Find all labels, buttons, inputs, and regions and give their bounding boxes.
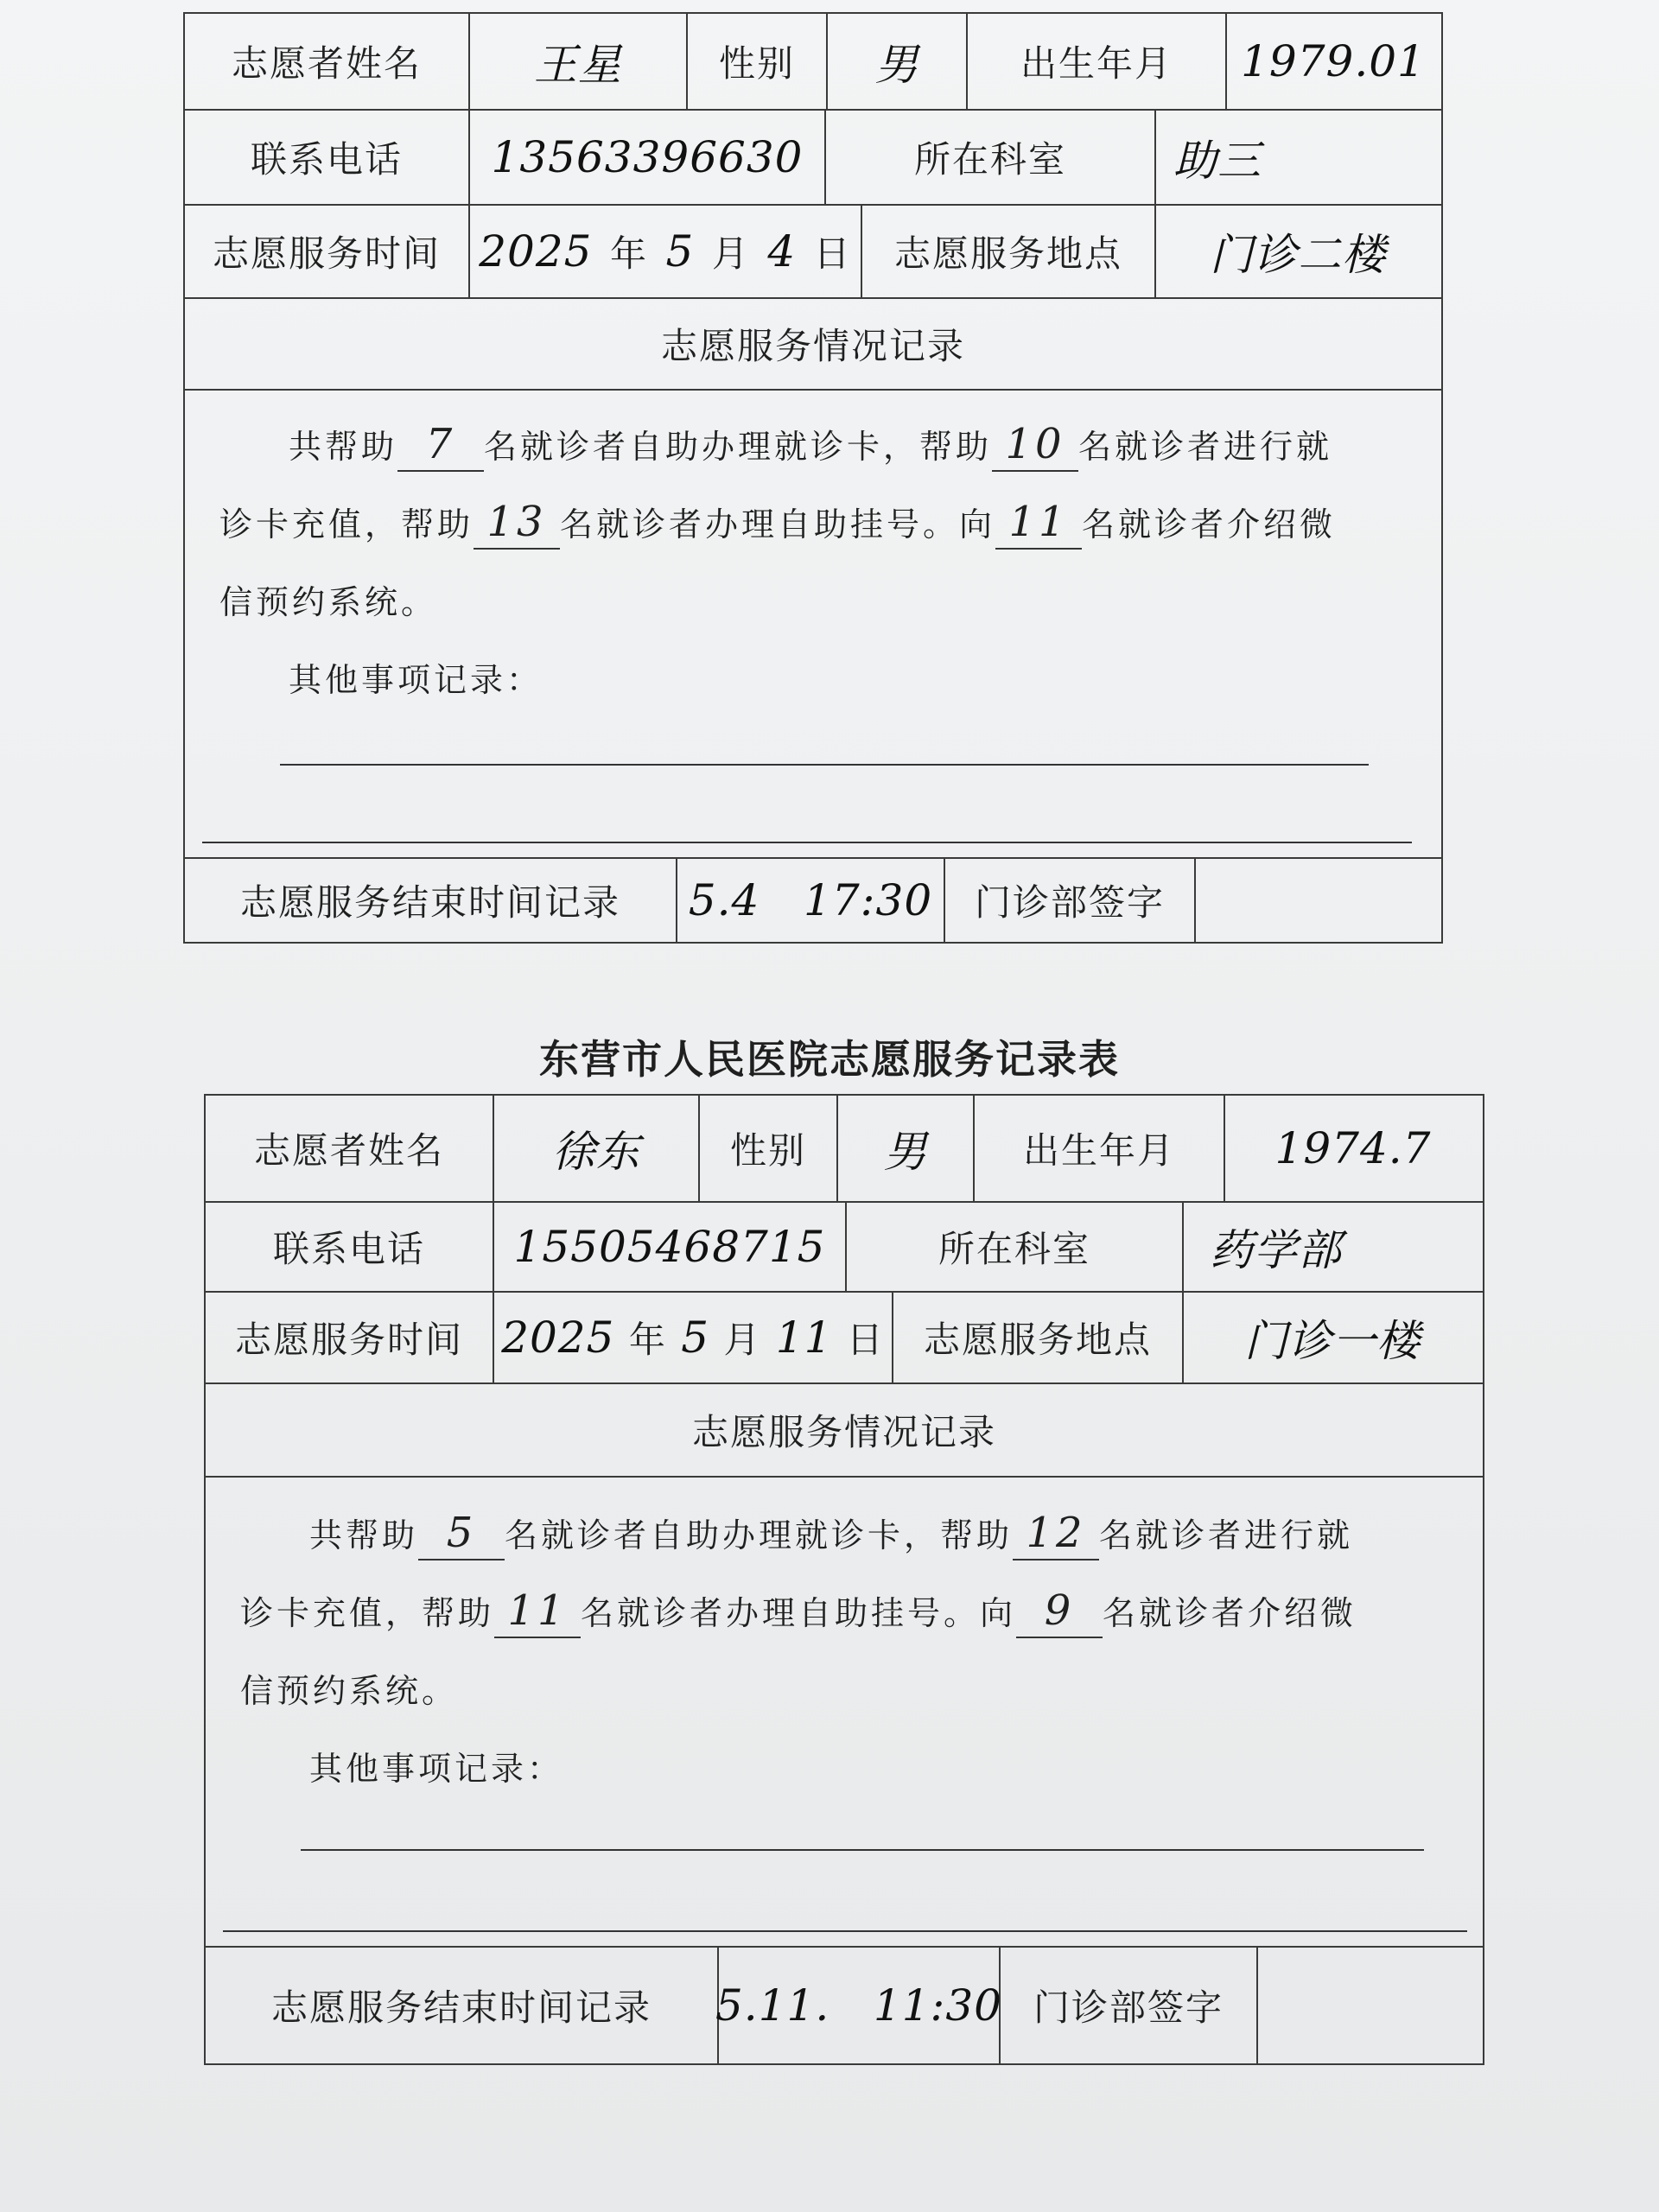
text-card: 名就诊者自助办理就诊卡，帮助 <box>484 428 993 466</box>
service-paragraph <box>219 408 1415 719</box>
value-birth[interactable]: 1979.01 <box>1241 36 1426 86</box>
section-title: 志愿服务情况记录 <box>691 1411 996 1453</box>
label-day: 日 <box>813 232 852 275</box>
text-help: 共帮助 <box>289 428 398 466</box>
label-end-time: 志愿服务结束时间记录 <box>206 1948 719 2063</box>
text-card: 名就诊者自助办理就诊卡，帮助 <box>505 1516 1014 1554</box>
value-year: 2025 <box>501 1313 615 1363</box>
label-other: 其他事项记录： <box>289 661 543 699</box>
label-end-time: 志愿服务结束时间记录 <box>185 859 677 942</box>
label-month: 月 <box>711 232 750 275</box>
value-service-place[interactable]: 门诊一楼 <box>1244 1316 1421 1366</box>
other-line-2[interactable] <box>202 842 1412 843</box>
label-dept: 所在科室 <box>826 111 1156 204</box>
count-register[interactable]: 11 <box>494 1585 581 1638</box>
volunteer-record-form-2 <box>204 1094 1484 2065</box>
count-recharge[interactable]: 10 <box>992 418 1078 472</box>
value-service-date[interactable] <box>494 1293 893 1382</box>
text-recharge: 名就诊者进行就 <box>1099 1516 1354 1554</box>
value-phone[interactable]: 15505468715 <box>494 1203 847 1291</box>
value-gender[interactable]: 男 <box>828 14 968 109</box>
count-register[interactable]: 13 <box>474 496 560 550</box>
label-year: 年 <box>610 232 649 275</box>
form-title: 东营市人民医院志愿服务记录表 <box>539 1036 1120 1083</box>
value-gender[interactable]: 男 <box>838 1096 975 1201</box>
label-sign: 门诊部签字 <box>945 859 1196 942</box>
other-line-2[interactable] <box>223 1930 1467 1932</box>
value-dept[interactable]: 药学部 <box>1210 1225 1342 1275</box>
label-name: 志愿者姓名 <box>206 1096 494 1201</box>
label-phone: 联系电话 <box>206 1203 494 1291</box>
value-birth[interactable]: 1974.7 <box>1274 1123 1432 1173</box>
row-name <box>206 1096 1483 1203</box>
label-other: 其他事项记录： <box>309 1750 564 1788</box>
value-end-time[interactable]: 5.4 17:30 <box>677 859 945 942</box>
value-service-place[interactable]: 门诊二楼 <box>1210 230 1386 280</box>
label-year: 年 <box>628 1319 667 1361</box>
text-register: 名就诊者办理自助挂号。向 <box>560 505 996 543</box>
text-recharge2: 诊卡充值，帮助 <box>219 505 474 543</box>
text-system: 信预约系统。 <box>219 583 438 621</box>
row-service-time <box>206 1293 1483 1384</box>
label-service-place: 志愿服务地点 <box>893 1293 1184 1382</box>
value-name[interactable]: 王星 <box>470 14 688 109</box>
text-register: 名就诊者办理自助挂号。向 <box>581 1594 1017 1632</box>
row-service-time <box>185 206 1441 299</box>
value-month: 5 <box>665 226 695 276</box>
text-help: 共帮助 <box>309 1516 419 1554</box>
value-name[interactable]: 徐东 <box>494 1096 700 1201</box>
count-card[interactable]: 5 <box>418 1507 505 1560</box>
other-line-1[interactable] <box>280 764 1369 766</box>
text-wechat: 名就诊者介绍微 <box>1103 1594 1357 1632</box>
row-phone <box>206 1203 1483 1293</box>
label-service-time: 志愿服务时间 <box>206 1293 494 1382</box>
service-paragraph <box>240 1497 1457 1808</box>
section-title: 志愿服务情况记录 <box>660 325 965 367</box>
value-sign[interactable] <box>1196 859 1440 942</box>
row-name <box>185 14 1441 111</box>
label-service-place: 志愿服务地点 <box>862 206 1156 297</box>
value-phone[interactable]: 13563396630 <box>470 111 826 204</box>
volunteer-record-form-1 <box>183 12 1443 944</box>
text-wechat: 名就诊者介绍微 <box>1082 505 1337 543</box>
label-month: 月 <box>723 1319 762 1361</box>
label-day: 日 <box>846 1319 885 1361</box>
count-wechat[interactable]: 11 <box>995 496 1082 550</box>
row-phone <box>185 111 1441 206</box>
value-end-time[interactable]: 5.11. 11:30 <box>719 1948 1001 2063</box>
row-section-header <box>185 299 1441 391</box>
row-end-time <box>185 857 1441 942</box>
value-day: 11 <box>775 1313 833 1363</box>
value-service-date[interactable] <box>470 206 862 297</box>
count-recharge[interactable]: 12 <box>1013 1507 1099 1560</box>
row-section-header <box>206 1384 1483 1478</box>
label-name: 志愿者姓名 <box>185 14 470 109</box>
value-month: 5 <box>681 1313 710 1363</box>
label-service-time: 志愿服务时间 <box>185 206 470 297</box>
text-system: 信预约系统。 <box>240 1672 459 1710</box>
value-sign[interactable] <box>1258 1948 1481 2063</box>
label-phone: 联系电话 <box>185 111 470 204</box>
value-day: 4 <box>767 226 797 276</box>
label-dept: 所在科室 <box>847 1203 1184 1291</box>
row-end-time <box>206 1946 1483 2063</box>
other-line-1[interactable] <box>301 1849 1424 1851</box>
count-card[interactable]: 7 <box>397 418 484 472</box>
text-recharge: 名就诊者进行就 <box>1078 428 1333 466</box>
label-gender: 性别 <box>688 14 828 109</box>
count-wechat[interactable]: 9 <box>1016 1585 1103 1638</box>
value-dept[interactable]: 助三 <box>1173 136 1262 186</box>
label-sign: 门诊部签字 <box>1001 1948 1258 2063</box>
label-gender: 性别 <box>700 1096 838 1201</box>
value-year: 2025 <box>479 226 593 276</box>
label-birth: 出生年月 <box>975 1096 1225 1201</box>
text-recharge2: 诊卡充值，帮助 <box>240 1594 495 1632</box>
label-birth: 出生年月 <box>968 14 1227 109</box>
